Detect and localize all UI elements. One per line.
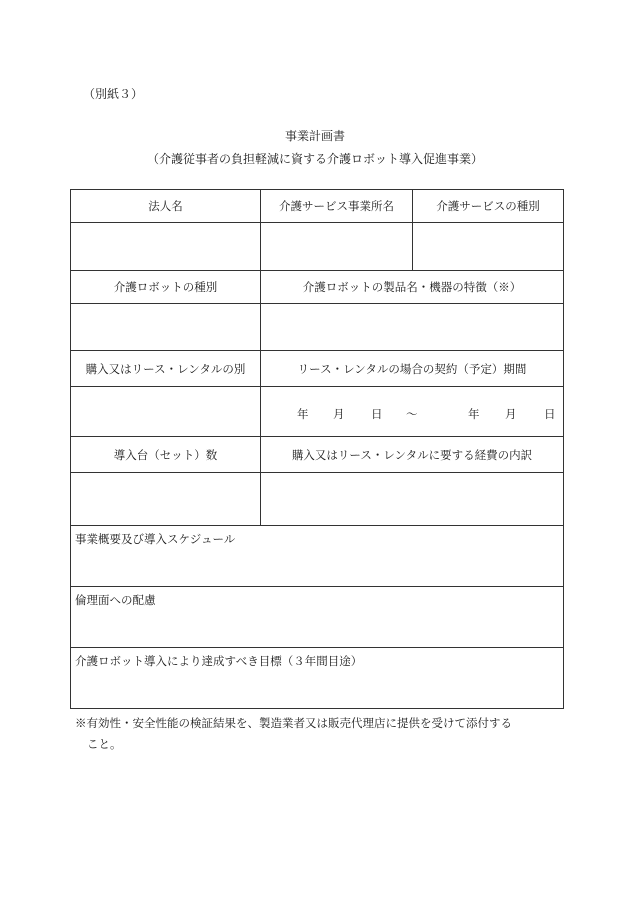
service-type-header: 介護サービスの種別 — [413, 190, 564, 223]
contract-period-header: リース・レンタルの場合の契約（予定）期間 — [261, 351, 564, 387]
table-row — [71, 351, 564, 387]
contract-period-field[interactable] — [261, 387, 564, 437]
period-start-day: 日 — [371, 407, 383, 421]
footnote-line-2: こと。 — [87, 737, 122, 751]
period-start-year: 年 — [297, 407, 309, 421]
table-row — [71, 304, 564, 351]
unit-count-header: 導入台（セット）数 — [71, 437, 261, 473]
table-row — [71, 473, 564, 526]
goal-section[interactable] — [71, 648, 564, 709]
goal-label: 介護ロボット導入により達成すべき目標（３年間目途） — [75, 654, 363, 668]
plan-form-table — [70, 189, 564, 709]
document-title: 事業計画書 — [284, 129, 345, 143]
corp-name-field[interactable] — [71, 223, 261, 271]
robot-product-field[interactable] — [261, 304, 564, 351]
table-row — [71, 223, 564, 271]
table-row — [71, 526, 564, 587]
service-type-field[interactable] — [413, 223, 564, 271]
footnote — [75, 713, 565, 755]
table-row — [71, 387, 564, 437]
unit-count-field[interactable] — [71, 473, 261, 526]
table-row — [71, 587, 564, 648]
robot-type-field[interactable] — [71, 304, 261, 351]
purchase-or-lease-field[interactable] — [71, 387, 261, 437]
table-row — [71, 437, 564, 473]
overview-section[interactable] — [71, 526, 564, 587]
document-subtitle: （介護従事者の負担軽減に資する介護ロボット導入促進事業） — [146, 152, 483, 166]
attachment-label: （別紙３） — [83, 87, 144, 101]
period-end-year: 年 — [468, 407, 480, 421]
cost-breakdown-field[interactable] — [261, 473, 564, 526]
office-name-header: 介護サービス事業所名 — [261, 190, 413, 223]
robot-type-header: 介護ロボットの種別 — [71, 271, 261, 304]
period-tilde: ～ — [406, 407, 418, 421]
period-end-day: 日 — [544, 407, 556, 421]
table-row — [71, 190, 564, 223]
ethics-section[interactable] — [71, 587, 564, 648]
corp-name-header: 法人名 — [71, 190, 261, 223]
period-start-month: 月 — [333, 407, 345, 421]
footnote-line-1: ※有効性・安全性能の検証結果を、製造業者又は販売代理店に提供を受けて添付する — [75, 716, 512, 730]
table-row — [71, 271, 564, 304]
ethics-label: 倫理面への配慮 — [75, 593, 156, 607]
purchase-or-lease-header: 購入又はリース・レンタルの別 — [71, 351, 261, 387]
overview-label: 事業概要及び導入スケジュール — [75, 532, 236, 546]
period-end-month: 月 — [505, 407, 517, 421]
robot-product-header: 介護ロボットの製品名・機器の特徴（※） — [261, 271, 564, 304]
table-row — [71, 648, 564, 709]
office-name-field[interactable] — [261, 223, 413, 271]
cost-breakdown-header: 購入又はリース・レンタルに要する経費の内訳 — [261, 437, 564, 473]
